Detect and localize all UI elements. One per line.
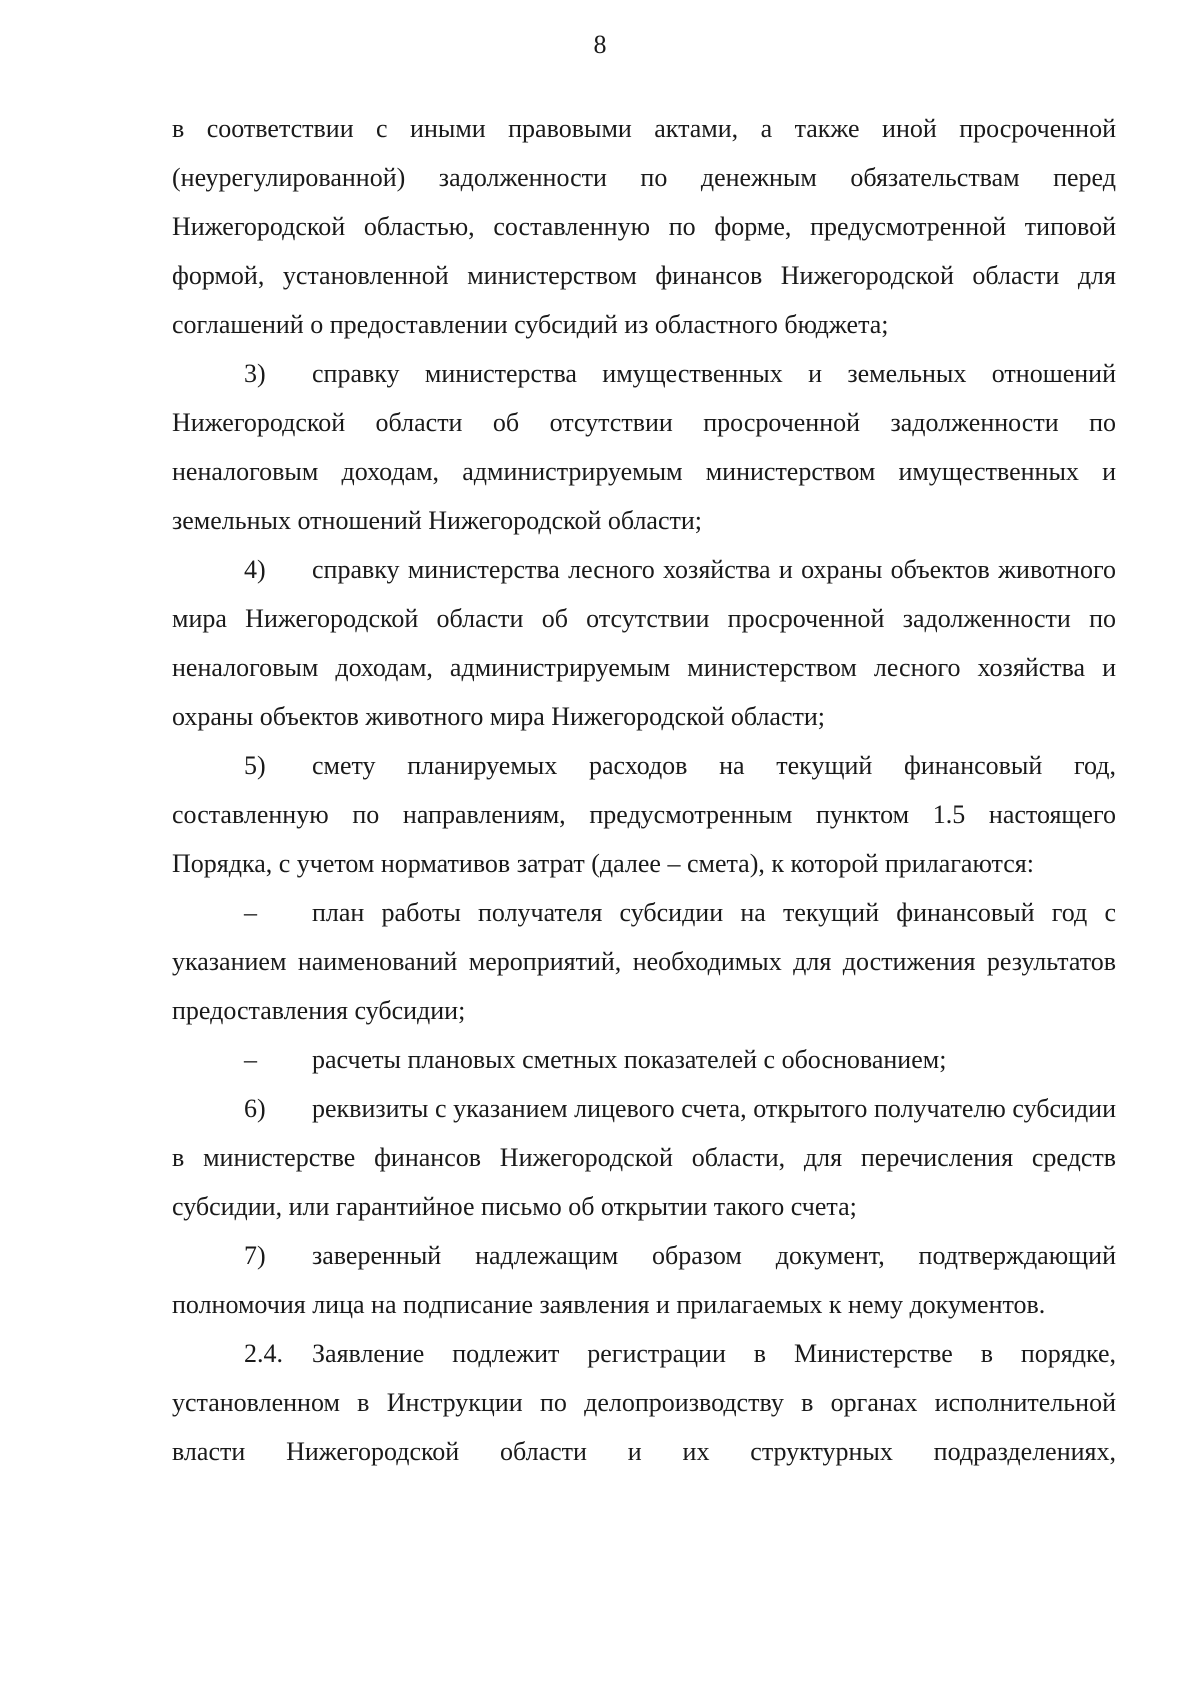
list-item-3 [172, 349, 1116, 545]
list-marker-3: 3) [244, 359, 266, 388]
list-item-6 [172, 1084, 1116, 1231]
list-item-4 [172, 545, 1116, 741]
list-text-5: смету планируемых расходов на текущий финансовый год, составленную по направлениям, предусмотренным пунктом 1.5 настоящего Порядка, с учетом нормативов затрат (далее – смета), к которой прилагаются: [172, 751, 1116, 878]
dash-marker-1: – [244, 898, 257, 927]
page-number: 8 [593, 30, 607, 59]
dash-item-2 [172, 1035, 1116, 1084]
section-text-2-4: Заявление подлежит регистрации в Министерстве в порядке, установленном в Инструкции по делопроизводству в органах исполнительной власти Нижегородской области и их структурных подразделениях, [172, 1339, 1116, 1466]
list-text-4: справку министерства лесного хозяйства и охраны объектов животного мира Нижегородской области об отсутствии просроченной задолженности по неналоговым доходам, администрируемым министерством лесного хозяйства и охраны объектов животного мира Нижегородской области; [172, 555, 1116, 731]
list-text-6: реквизиты с указанием лицевого счета, открытого получателю субсидии в министерстве финансов Нижегородской области, для перечисления средств субсидии, или гарантийное письмо об открытии такого счета; [172, 1094, 1116, 1221]
list-text-7: заверенный надлежащим образом документ, подтверждающий полномочия лица на подписание заявления и прилагаемых к нему документов. [172, 1241, 1116, 1319]
list-marker-6: 6) [244, 1094, 266, 1123]
dash-text-2: расчеты плановых сметных показателей с обоснованием; [312, 1045, 947, 1074]
list-item-5 [172, 741, 1116, 888]
section-number-2-4: 2.4. [244, 1339, 283, 1368]
section-2-4 [172, 1329, 1116, 1476]
dash-marker-2: – [244, 1045, 257, 1074]
list-item-7 [172, 1231, 1116, 1329]
document-body [172, 104, 1116, 1476]
dash-text-1: план работы получателя субсидии на текущий финансовый год с указанием наименований мероприятий, необходимых для достижения результатов предоставления субсидии; [172, 898, 1116, 1025]
list-marker-5: 5) [244, 751, 266, 780]
list-text-3: справку министерства имущественных и земельных отношений Нижегородской области об отсутствии просроченной задолженности по неналоговым доходам, администрируемым министерством имущественных и земельных отношений Нижегородской области; [172, 359, 1116, 535]
dash-item-1 [172, 888, 1116, 1035]
list-marker-4: 4) [244, 555, 266, 584]
list-marker-7: 7) [244, 1241, 266, 1270]
paragraph-continuation: в соответствии с иными правовыми актами, а также иной просроченной (неурегулированной) задолженности по денежным обязательствам перед Нижегородской областью, составленную по форме, предусмотренной типовой формой, установленной министерством финансов Нижегородской области для соглашений о предоставлении субсидий из областного бюджета; [172, 114, 1116, 339]
